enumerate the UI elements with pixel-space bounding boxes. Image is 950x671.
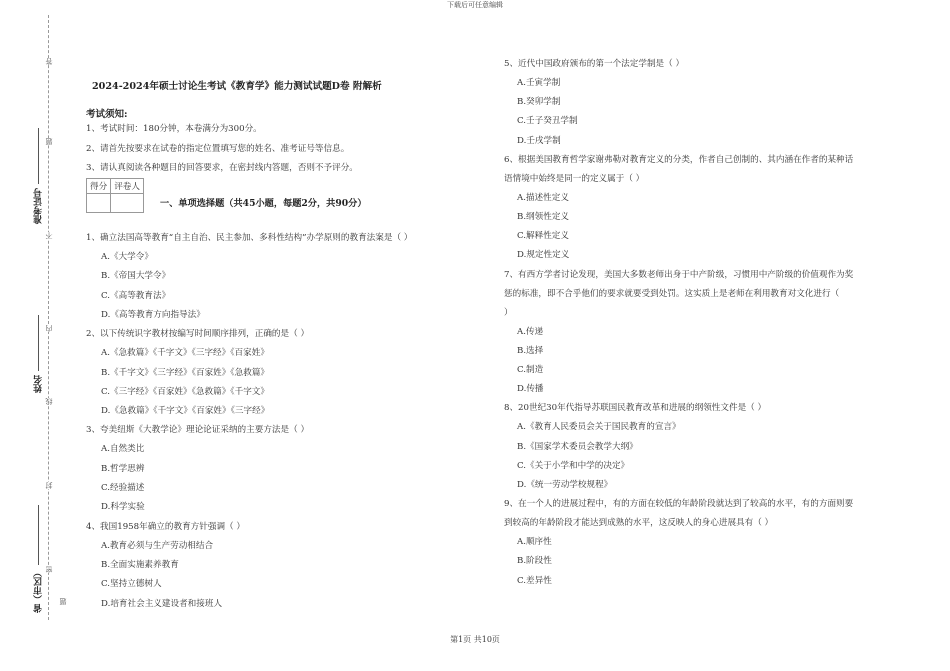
question-option: B.纲领性定义 (517, 212, 570, 222)
score-table (86, 178, 144, 213)
binding-tick: 答 (45, 58, 53, 65)
question-option: D.科学实验 (101, 502, 145, 513)
exam-number-label: 准考证号 (34, 188, 44, 224)
question-stem: 到较高的年龄阶段才能达到成熟的水平，这反映人的身心进展具有（ ） (504, 518, 774, 529)
question-option: B.选择 (517, 345, 544, 356)
binding-dashed-line (48, 15, 49, 620)
question-option: B.癸卯学制 (517, 97, 561, 108)
page-footer: 第1页 共10页 (450, 635, 500, 644)
question-option: C.制造 (517, 365, 544, 375)
question-option: C.《高等教育法》 (101, 290, 171, 301)
binding-tick: 内 (45, 325, 53, 332)
question-option: C.差异性 (517, 575, 552, 586)
question-stem: 语情境中始终是同一的定义属于（ ） (504, 173, 645, 184)
question-option: A.自然类比 (101, 444, 145, 455)
question-option: C.经验描述 (101, 483, 145, 493)
notice-item: 1、考试时间：180分钟，本卷满分为300分。 (86, 124, 262, 134)
grader-label: 评卷人 (111, 179, 144, 194)
question-stem: 3、夸美纽斯《大教学论》理论论证采纳的主要方法是（ ） (86, 425, 310, 436)
province-label: 省（市区） (34, 568, 44, 613)
question-option: C.壬子癸丑学制 (517, 116, 578, 127)
question-option: B.《帝国大学令》 (101, 271, 171, 282)
question-option: B.全面实施素养教育 (101, 559, 179, 570)
binding-tick: 线 (45, 398, 53, 405)
question-option: B.阶段性 (517, 556, 552, 567)
question-option: C.解释性定义 (517, 231, 569, 242)
section-title: 一、单项选择题（共45小题，每题2分，共90分） (160, 198, 367, 209)
question-option: D.《急救篇》《千字文》《百家姓》《三字经》 (101, 406, 270, 417)
question-stem: 7、有西方学者讨论发现，美国大多数老师出身于中产阶级，习惯用中产阶级的价值观作为奖 (504, 269, 854, 280)
binding-tick: 题 (59, 598, 67, 605)
notice-heading: 考试须知: (86, 109, 128, 120)
question-option: D.培育社会主义建设者和接班人 (101, 598, 223, 609)
notice-item: 3、请认真阅读各种题目的回答要求，在密封线内答题，否则不予评分。 (86, 163, 358, 173)
question-option: A.传递 (517, 326, 544, 337)
question-option: D.《高等教育方向指导法》 (101, 309, 205, 320)
question-stem: 5、近代中国政府颁布的第一个法定学制是（ ） (504, 59, 685, 69)
question-option: B.《国家学术委员会教学大纲》 (517, 441, 638, 452)
exam-number-line (38, 128, 39, 184)
score-label: 得分 (87, 179, 111, 194)
notice-item: 2、请首先按要求在试卷的指定位置填写您的姓名、准考证号等信息。 (86, 144, 350, 154)
question-stem: 9、在一个人的进展过程中，有的方面在较低的年龄阶段就达到了较高的水平，有的方面则要 (504, 499, 854, 510)
question-option: A.壬寅学制 (517, 78, 561, 88)
question-stem: 6、根据美国教育哲学家谢弗勒对教育定义的分类，作者自己创制的、其内涵在作者的某种话 (504, 154, 854, 165)
question-stem: 4、我国1958年确立的教育方针强调（ ） (86, 521, 245, 532)
question-option: A.教育必须与生产劳动相结合 (101, 540, 214, 551)
question-stem: 2、以下传统识字教材按编写时间顺序排列，正确的是（ ） (86, 329, 310, 340)
question-stem: 惩的标准，即不合乎他们的要求就要受到处罚。这实质上是老师在利用教育对文化进行（ (504, 288, 840, 299)
header-note: 下载后可任意编辑 (447, 1, 503, 9)
binding-tick: 不 (45, 232, 53, 239)
binding-tick: 密 (45, 566, 53, 573)
question-option: D.《统一劳动学校规程》 (517, 480, 613, 490)
binding-tick: 封 (45, 482, 53, 489)
question-option: A.描述性定义 (517, 192, 569, 203)
question-option: A.《教育人民委员会关于国民教育的宣言》 (517, 422, 681, 433)
page-title: 2024-2024年硕士讨论生考试《教育学》能力测试试题D卷 附解析 (92, 81, 382, 92)
question-option: D.传播 (517, 384, 544, 395)
binding-margin (0, 0, 80, 671)
question-option: A.《急救篇》《千字文》《三字经》《百家姓》 (101, 348, 269, 359)
province-line (38, 505, 39, 565)
question-option: C.《三字经》《百家姓》《急救篇》《千字文》 (101, 386, 269, 397)
score-cell (87, 194, 111, 213)
question-option: C.《关于小学和中学的决定》 (517, 460, 630, 471)
question-option: B.哲学思辨 (101, 463, 145, 474)
question-option: B.《千字文》《三字经》《百家姓》《急救篇》 (101, 367, 270, 378)
question-stem: 8、20世纪30年代指导苏联国民教育改革和进展的纲领性文件是（ ） (504, 403, 767, 414)
question-option: A.顺序性 (517, 537, 552, 548)
name-line (38, 315, 39, 371)
question-option: C.坚持立德树人 (101, 579, 162, 590)
question-option: D.规定性定义 (517, 250, 570, 261)
grader-cell (111, 194, 144, 213)
name-label: 姓名 (34, 375, 44, 393)
question-option: A.《大学令》 (101, 252, 153, 262)
question-stem: 1、确立法国高等教育“自主自治、民主参加、多科性结构”办学原则的教育法案是（ ） (86, 233, 413, 243)
question-option: D.壬戌学制 (517, 135, 561, 146)
question-stem: ） (504, 307, 513, 318)
binding-tick: 题 (45, 138, 53, 145)
